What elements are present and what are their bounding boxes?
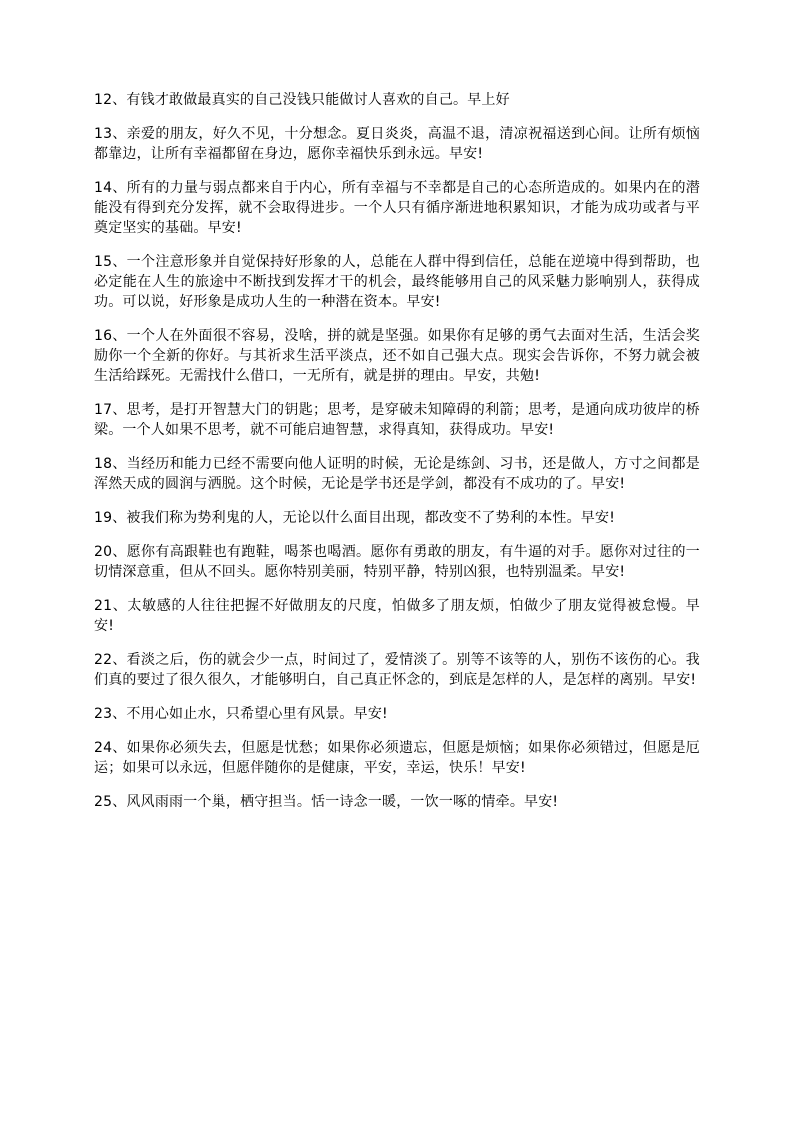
paragraph-16: 16、一个人在外面很不容易，没啥，拼的就是坚强。如果你有足够的勇气去面对生活，生活会奖励你一个全新的你好。与其祈求生活平淡点，还不如自己强大点。现实会告诉你，不努力就会被生活给踩死。无需找什么借口，一无所有，就是拼的理由。早安，共勉! bbox=[94, 328, 700, 384]
document-body bbox=[94, 90, 700, 826]
paragraph-14: 14、所有的力量与弱点都来自于内心，所有幸福与不幸都是自己的心态所造成的。如果内在的潜能没有得到充分发挥，就不会取得进步。一个人只有循序渐进地积累知识，才能为成功或者与平奠定坚实的基础。早安! bbox=[94, 180, 700, 236]
paragraph-25: 25、风风雨雨一个巢，栖守担当。恬一诗念一暖，一饮一啄的情牵。早安! bbox=[94, 794, 559, 810]
paragraph-15: 15、一个注意形象并自觉保持好形象的人，总能在人群中得到信任，总能在逆境中得到帮助，也必定能在人生的旅途中不断找到发挥才干的机会，最终能够用自己的风采魅力影响别人，获得成功。可以说，好形象是成功人生的一种潜在资本。早安! bbox=[94, 254, 700, 310]
paragraph-19: 19、被我们称为势利鬼的人，无论以什么面目出现，都改变不了势利的本性。早安! bbox=[94, 510, 616, 526]
paragraph-13: 13、亲爱的朋友，好久不见，十分想念。夏日炎炎，高温不退，清凉祝福送到心间。让所有烦恼都靠边，让所有幸福都留在身边，愿你幸福快乐到永远。早安! bbox=[94, 126, 700, 162]
paragraph-22: 22、看淡之后，伤的就会少一点，时间过了，爱情淡了。别等不该等的人，别伤不该伤的心。我们真的要过了很久很久，才能够明白，自己真正怀念的，到底是怎样的人，是怎样的离别。早安! bbox=[94, 652, 700, 688]
paragraph-20: 20、愿你有高跟鞋也有跑鞋，喝茶也喝酒。愿你有勇敢的朋友，有牛逼的对手。愿你对过往的一切情深意重，但从不回头。愿你特别美丽，特别平静，特别凶狠，也特别温柔。早安! bbox=[94, 544, 700, 580]
paragraph-18: 18、当经历和能力已经不需要向他人证明的时候，无论是练剑、习书，还是做人，方寸之间都是浑然天成的圆润与洒脱。这个时候，无论是学书还是学剑，都没有不成功的了。早安! bbox=[94, 456, 700, 492]
paragraph-24: 24、如果你必须失去，但愿是忧愁；如果你必须遗忘，但愿是烦恼；如果你必须错过，但愿是厄运；如果可以永远，但愿伴随你的是健康，平安，幸运，快乐！早安! bbox=[94, 740, 700, 776]
paragraph-12: 12、有钱才敢做最真实的自己没钱只能做讨人喜欢的自己。早上好 bbox=[94, 92, 510, 108]
paragraph-23: 23、不用心如止水，只希望心里有风景。早安! bbox=[94, 706, 388, 722]
paragraph-17: 17、思考，是打开智慧大门的钥匙；思考，是穿破未知障碍的利箭；思考，是通向成功彼岸的桥梁。一个人如果不思考，就不可能启迪智慧，求得真知，获得成功。早安! bbox=[94, 402, 700, 438]
paragraph-21: 21、太敏感的人往往把握不好做朋友的尺度，怕做多了朋友烦，怕做少了朋友觉得被怠慢。早安! bbox=[94, 598, 700, 634]
